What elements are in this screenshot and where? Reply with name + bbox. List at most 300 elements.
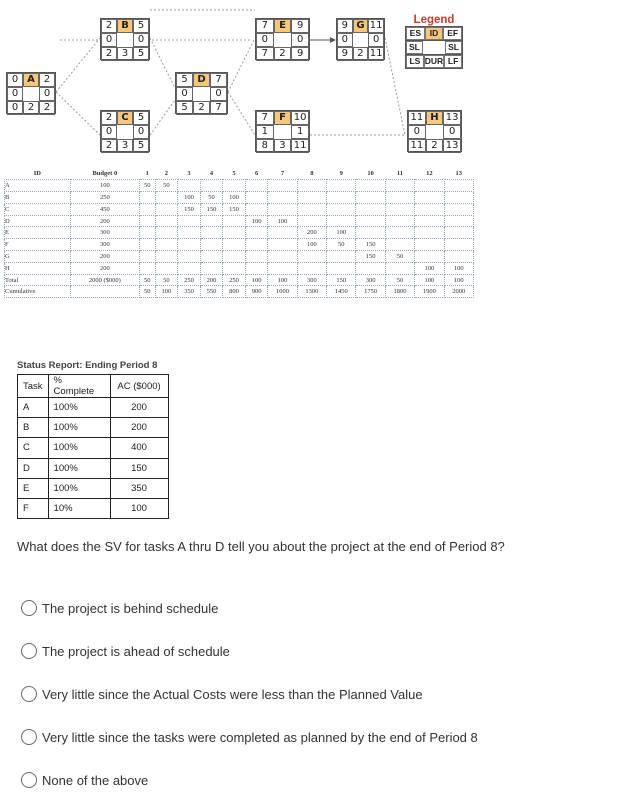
node-h-lf: 13 xyxy=(443,139,461,153)
option-label: The project is behind schedule xyxy=(42,600,219,616)
node-h xyxy=(407,110,462,152)
table-row xyxy=(18,458,169,478)
budget-cell: 250 xyxy=(223,274,246,286)
budget-cell xyxy=(297,192,326,204)
budget-cell xyxy=(245,262,268,274)
budget-cell xyxy=(385,227,414,239)
network-diagram xyxy=(0,0,470,162)
budget-header-cell: Budget 0 xyxy=(92,170,118,178)
budget-cell xyxy=(178,215,201,227)
node-f-es: 7 xyxy=(256,111,274,125)
node-b-id: B xyxy=(117,19,133,33)
budget-cell: 150 xyxy=(178,203,201,215)
budget-cell xyxy=(415,251,444,263)
node-f-dur: 3 xyxy=(274,139,292,153)
node-d-sl: 0 xyxy=(176,87,193,101)
budget-cell xyxy=(155,227,178,239)
node-f-sl: 1 xyxy=(256,125,274,139)
node-g-dur: 2 xyxy=(353,47,369,61)
budget-header-cell: 5 xyxy=(232,170,236,178)
node-d-id: D xyxy=(193,73,210,87)
budget-cell: 2000 xyxy=(444,286,473,298)
budget-cell: 550 xyxy=(200,286,223,298)
budget-cell: 300 xyxy=(297,274,326,286)
header-pct-complete: % Complete xyxy=(48,375,110,398)
budget-cell xyxy=(139,192,155,204)
budget-cell: 1900 xyxy=(415,286,444,298)
budget-cell: C xyxy=(5,203,71,215)
budget-header-cell: ID xyxy=(33,170,41,178)
budget-cell xyxy=(139,203,155,215)
legend-sl-left: SL xyxy=(406,41,423,54)
budget-header-cell: 7 xyxy=(280,170,285,178)
budget-cell xyxy=(223,227,246,239)
budget-cell xyxy=(444,251,473,263)
budget-cell: 1750 xyxy=(356,286,385,298)
node-d xyxy=(175,72,228,114)
budget-cell xyxy=(200,239,223,251)
budget-cell xyxy=(385,262,414,274)
budget-cell: 50 xyxy=(139,286,155,298)
actual-cost: 200 xyxy=(110,418,168,438)
node-d-sl2: 0 xyxy=(210,87,227,101)
table-row xyxy=(18,498,169,518)
budget-cell xyxy=(444,203,473,215)
budget-cell xyxy=(356,192,385,204)
node-e-ls: 7 xyxy=(256,47,274,61)
question-text: What does the SV for tasks A thru D tell you about the project at the end of Period 8? xyxy=(17,539,505,554)
status-report-table xyxy=(17,374,169,519)
table-row xyxy=(5,251,474,263)
node-c-id: C xyxy=(117,111,133,125)
node-a-ef: 2 xyxy=(39,73,55,87)
budget-cell xyxy=(178,180,201,192)
legend-es: ES xyxy=(406,27,425,40)
budget-cell xyxy=(245,180,268,192)
option-behind-schedule[interactable] xyxy=(21,600,218,616)
budget-cell xyxy=(444,192,473,204)
budget-cell xyxy=(200,227,223,239)
radio-button[interactable] xyxy=(21,729,37,745)
budget-cell: 1000 xyxy=(268,286,297,298)
budget-cell: 1450 xyxy=(327,286,356,298)
node-b-ef: 5 xyxy=(133,19,149,33)
task-id: F xyxy=(18,498,49,518)
budget-cell xyxy=(155,239,178,251)
budget-cell xyxy=(223,251,246,263)
budget-cell xyxy=(297,215,326,227)
table-row xyxy=(5,203,474,215)
table-row xyxy=(5,192,474,204)
budget-cell: 50 xyxy=(200,192,223,204)
budget-header-cell: 8 xyxy=(310,170,314,178)
budget-header-cell: 9 xyxy=(339,170,343,178)
budget-cell xyxy=(223,262,246,274)
budget-cell xyxy=(178,262,201,274)
budget-cell xyxy=(268,227,297,239)
budget-cell xyxy=(245,251,268,263)
budget-cell: 100 xyxy=(415,262,444,274)
budget-table xyxy=(4,168,474,298)
budget-cell xyxy=(415,239,444,251)
legend-lf: LF xyxy=(444,55,462,68)
node-e-ef: 9 xyxy=(291,19,309,33)
actual-cost: 400 xyxy=(110,438,168,458)
node-a xyxy=(6,72,56,114)
budget-cell: Total xyxy=(5,274,71,286)
budget-cell xyxy=(444,215,473,227)
node-c xyxy=(100,110,150,152)
budget-cell xyxy=(356,215,385,227)
budget-cell xyxy=(268,192,297,204)
legend-id: ID xyxy=(425,27,444,40)
header-task: Task xyxy=(18,375,49,398)
budget-cell: 100 xyxy=(268,215,297,227)
node-d-es: 5 xyxy=(176,73,193,87)
budget-cell xyxy=(385,239,414,251)
option-actual-costs-less[interactable] xyxy=(21,686,423,702)
budget-cell xyxy=(223,180,246,192)
table-row xyxy=(5,239,474,251)
budget-cell: 450 xyxy=(70,203,139,215)
budget-cell xyxy=(327,203,356,215)
node-e-lf: 9 xyxy=(291,47,309,61)
budget-cell: 150 xyxy=(200,203,223,215)
option-label: Very little since the Actual Costs were less than the Planned Value xyxy=(42,686,423,702)
pct-complete: 100% xyxy=(48,418,110,438)
budget-cell: 350 xyxy=(178,286,201,298)
budget-cell: 50 xyxy=(155,274,178,286)
budget-cell: 100 xyxy=(268,274,297,286)
node-b-lf: 5 xyxy=(133,47,149,61)
option-completed-as-planned[interactable] xyxy=(21,729,478,745)
budget-cell xyxy=(415,227,444,239)
budget-cell xyxy=(223,215,246,227)
budget-cell xyxy=(385,215,414,227)
budget-cell xyxy=(245,192,268,204)
budget-cell: 50 xyxy=(327,239,356,251)
table-row xyxy=(18,438,169,458)
node-e-es: 7 xyxy=(256,19,274,33)
budget-cell xyxy=(327,215,356,227)
budget-cell: 200 xyxy=(297,227,326,239)
budget-cell: 2000 ($000) xyxy=(70,274,139,286)
budget-cell: A xyxy=(5,180,71,192)
budget-cell: 250 xyxy=(178,274,201,286)
budget-cell xyxy=(268,251,297,263)
budget-cell xyxy=(297,262,326,274)
status-report-title: Status Report: Ending Period 8 xyxy=(17,360,158,371)
budget-cell xyxy=(178,227,201,239)
node-a-sl: 0 xyxy=(7,87,23,101)
budget-cell xyxy=(139,227,155,239)
table-row xyxy=(5,227,474,239)
budget-cell xyxy=(155,215,178,227)
budget-cell xyxy=(385,192,414,204)
actual-cost: 100 xyxy=(110,498,168,518)
budget-cell: 50 xyxy=(155,180,178,192)
budget-cell: 900 xyxy=(245,286,268,298)
budget-cell xyxy=(415,203,444,215)
actual-cost: 350 xyxy=(110,478,168,498)
node-b-ls: 2 xyxy=(101,47,117,61)
budget-cell: 150 xyxy=(356,251,385,263)
node-d-dur: 2 xyxy=(193,101,210,115)
budget-cell xyxy=(415,192,444,204)
node-g-es: 9 xyxy=(337,19,353,33)
budget-cell xyxy=(356,262,385,274)
budget-cell xyxy=(155,251,178,263)
budget-cell: 150 xyxy=(327,274,356,286)
budget-cell: 800 xyxy=(223,286,246,298)
table-row xyxy=(5,286,474,298)
budget-header-cell: 13 xyxy=(455,170,462,178)
budget-cell: 100 xyxy=(415,274,444,286)
node-c-lf: 5 xyxy=(133,139,149,153)
pct-complete: 100% xyxy=(48,458,110,478)
node-d-ls: 5 xyxy=(176,101,193,115)
network-arrows xyxy=(0,0,470,162)
radio-button[interactable] xyxy=(21,686,37,702)
legend-dur: DUR xyxy=(424,56,444,66)
budget-cell: 50 xyxy=(139,180,155,192)
budget-cell: H xyxy=(5,262,71,274)
budget-cell xyxy=(297,203,326,215)
budget-cell: 200 xyxy=(70,262,139,274)
table-row xyxy=(18,398,169,418)
budget-cell: 1800 xyxy=(385,286,414,298)
node-a-sl2: 0 xyxy=(39,87,55,101)
budget-cell xyxy=(200,215,223,227)
table-row xyxy=(5,274,474,286)
option-label: Very little since the tasks were completed as planned by the end of Period 8 xyxy=(42,729,478,745)
budget-cell: 200 xyxy=(200,274,223,286)
budget-cell xyxy=(268,180,297,192)
budget-cell xyxy=(245,227,268,239)
budget-cell: 250 xyxy=(70,192,139,204)
node-f-ef: 10 xyxy=(291,111,309,125)
table-row xyxy=(5,262,474,274)
option-none-of-the-above[interactable] xyxy=(21,772,148,788)
budget-cell: 150 xyxy=(356,239,385,251)
budget-header-cell: 6 xyxy=(254,170,259,178)
budget-cell xyxy=(444,239,473,251)
node-f-id: F xyxy=(274,111,292,125)
option-ahead-of-schedule[interactable] xyxy=(21,643,230,659)
node-d-lf: 7 xyxy=(210,101,227,115)
node-a-id: A xyxy=(23,73,39,87)
budget-header-cell: 1 xyxy=(145,170,149,178)
budget-cell xyxy=(155,203,178,215)
node-c-es: 2 xyxy=(101,111,117,125)
budget-header-cell: 3 xyxy=(187,170,191,178)
budget-cell xyxy=(327,192,356,204)
budget-cell xyxy=(444,180,473,192)
table-row xyxy=(5,180,474,192)
budget-cell: 100 xyxy=(297,239,326,251)
legend-ef: EF xyxy=(443,27,462,40)
budget-cell: 50 xyxy=(139,274,155,286)
budget-cell xyxy=(139,262,155,274)
budget-cell xyxy=(178,251,201,263)
radio-button[interactable] xyxy=(21,772,37,788)
node-e xyxy=(255,18,310,60)
budget-cell: 300 xyxy=(70,227,139,239)
budget-header-cell: 4 xyxy=(209,170,214,178)
budget-cell xyxy=(415,180,444,192)
node-h-sl: 0 xyxy=(408,125,426,139)
header-ac: AC ($000) xyxy=(110,375,168,398)
budget-cell: F xyxy=(5,239,71,251)
budget-cell: 100 xyxy=(155,286,178,298)
node-c-sl: 0 xyxy=(101,125,117,139)
pct-complete: 100% xyxy=(48,438,110,458)
legend xyxy=(405,14,463,69)
budget-cell xyxy=(444,227,473,239)
node-g-sl2: 0 xyxy=(368,33,384,47)
node-e-sl: 0 xyxy=(256,33,274,47)
task-id: B xyxy=(18,418,49,438)
radio-button[interactable] xyxy=(21,600,37,616)
node-h-sl2: 0 xyxy=(443,125,461,139)
node-g-lf: 11 xyxy=(369,48,383,59)
budget-cell xyxy=(356,227,385,239)
budget-cell xyxy=(356,180,385,192)
budget-cell xyxy=(385,203,414,215)
node-h-es: 11 xyxy=(408,111,426,125)
option-label: The project is ahead of schedule xyxy=(42,643,230,659)
radio-button[interactable] xyxy=(21,643,37,659)
budget-cell xyxy=(200,180,223,192)
budget-cell: 100 xyxy=(327,227,356,239)
budget-cell: 50 xyxy=(385,251,414,263)
table-row xyxy=(18,418,169,438)
node-h-dur: 2 xyxy=(426,139,444,153)
node-g-ef: 11 xyxy=(369,20,383,31)
budget-cell: 50 xyxy=(385,274,414,286)
node-g-ls: 9 xyxy=(337,47,353,61)
table-row xyxy=(18,478,169,498)
budget-cell: B xyxy=(5,192,71,204)
budget-cell xyxy=(245,203,268,215)
task-id: C xyxy=(18,438,49,458)
node-e-sl2: 0 xyxy=(291,33,309,47)
status-header-row xyxy=(18,375,169,398)
pct-complete: 10% xyxy=(48,498,110,518)
node-b-sl2: 0 xyxy=(133,33,149,47)
budget-cell xyxy=(415,215,444,227)
actual-cost: 200 xyxy=(110,398,168,418)
budget-cell: D xyxy=(5,215,71,227)
node-h-ef: 13 xyxy=(443,111,461,125)
node-f xyxy=(255,110,310,152)
budget-cell xyxy=(200,262,223,274)
budget-header-cell: 12 xyxy=(426,170,433,178)
budget-cell: 300 xyxy=(356,274,385,286)
table-row xyxy=(5,215,474,227)
status-report xyxy=(17,360,169,519)
node-b-sl: 0 xyxy=(101,33,117,47)
node-f-lf: 11 xyxy=(291,139,309,153)
node-b-es: 2 xyxy=(101,19,117,33)
budget-cell: 300 xyxy=(70,239,139,251)
budget-cell xyxy=(297,251,326,263)
node-a-es: 0 xyxy=(7,73,23,87)
budget-cell: Cumulative xyxy=(5,286,71,298)
node-h-id: H xyxy=(426,111,444,125)
budget-cell: 100 xyxy=(70,180,139,192)
legend-ls: LS xyxy=(406,55,424,68)
node-a-ls: 0 xyxy=(7,101,23,115)
node-c-ef: 5 xyxy=(133,111,149,125)
budget-cell: 1300 xyxy=(297,286,326,298)
node-e-id: E xyxy=(274,19,292,33)
budget-cell xyxy=(327,180,356,192)
budget-header-cell: 10 xyxy=(367,170,374,178)
node-a-dur: 2 xyxy=(23,101,39,115)
node-e-dur: 2 xyxy=(274,47,292,61)
pct-complete: 100% xyxy=(48,478,110,498)
task-id: A xyxy=(18,398,49,418)
budget-header-row xyxy=(5,168,474,180)
budget-cell xyxy=(327,251,356,263)
budget-cell xyxy=(268,262,297,274)
budget-cell xyxy=(245,239,268,251)
budget-cell xyxy=(155,192,178,204)
budget-header-cell: 11 xyxy=(396,170,404,178)
budget-cell xyxy=(70,286,139,298)
budget-cell: 100 xyxy=(444,274,473,286)
node-g xyxy=(336,18,385,60)
budget-cell: 100 xyxy=(245,215,268,227)
node-c-ls: 2 xyxy=(101,139,117,153)
budget-cell: 100 xyxy=(223,192,246,204)
node-b-dur: 3 xyxy=(117,47,133,61)
node-g-sl: 0 xyxy=(337,33,353,47)
node-b xyxy=(100,18,150,60)
budget-cell: E xyxy=(5,227,71,239)
actual-cost: 150 xyxy=(110,458,168,478)
node-c-dur: 3 xyxy=(117,139,133,153)
task-id: E xyxy=(18,478,49,498)
pct-complete: 100% xyxy=(48,398,110,418)
budget-cell: 100 xyxy=(178,192,201,204)
node-h-ls: 11 xyxy=(408,139,426,153)
budget-cell xyxy=(139,239,155,251)
node-f-sl2: 1 xyxy=(291,125,309,139)
node-f-ls: 8 xyxy=(256,139,274,153)
budget-cell xyxy=(385,180,414,192)
budget-cell xyxy=(356,203,385,215)
budget-header-cell: 2 xyxy=(164,170,169,178)
legend-title: Legend xyxy=(413,14,455,26)
budget-cell: 200 xyxy=(70,215,139,227)
budget-cell xyxy=(297,180,326,192)
node-g-id: G xyxy=(353,19,369,33)
budget-cell xyxy=(268,239,297,251)
budget-cell xyxy=(268,203,297,215)
budget-cell: 200 xyxy=(70,251,139,263)
node-c-sl2: 0 xyxy=(133,125,149,139)
budget-cell: 100 xyxy=(245,274,268,286)
budget-cell xyxy=(155,262,178,274)
budget-cell: G xyxy=(5,251,71,263)
task-id: D xyxy=(18,458,49,478)
option-label: None of the above xyxy=(42,772,149,788)
node-d-ef: 7 xyxy=(210,73,227,87)
budget-cell xyxy=(200,251,223,263)
budget-cell xyxy=(327,262,356,274)
